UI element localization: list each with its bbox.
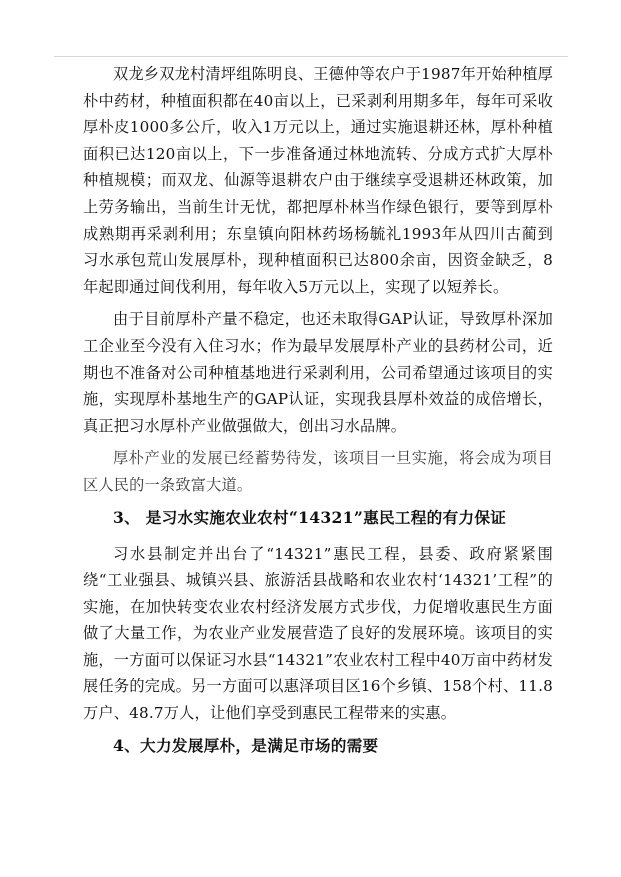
document-body — [83, 61, 553, 769]
section-heading-4: 4、大力发展厚朴，是满足市场的需要 — [113, 735, 379, 755]
paragraph-14321-project: 习水县制定并出台了“14321”惠民工程，县委、政府紧紧围绕“工业强县、城镇兴县、旅游活县战略和农业农村‘14321’工程”的实施，在加快转变农业农村经济发展方式步伐，力促增收惠民生方面做了大量工作，为农业产业发展营造了良好的发展环境。该项目的实施，一方面可以保证习水县“14321”农业农村工程中40万亩中药材发展任务的完成。另一方面可以惠泽项目区16个乡镇、158个村、11.8万户、48.7万人，让他们享受到惠民工程带来的实惠。 — [83, 544, 553, 723]
header-rule — [54, 56, 568, 57]
paragraph-gap-certification: 由于目前厚朴产量不稳定，也还未取得GAP认证，导致厚朴深加工企业至今没有入住习水；作为最早发展厚朴产业的县药材公司，近期也不准备对公司种植基地进行采剥利用，公司希望通过该项目的实施，实现厚朴基地生产的GAP认证，实现我县厚朴效益的成倍增长，真正把习水厚朴产业做强做大，创出习水品牌。 — [83, 310, 553, 435]
paragraph-farmers-case: 双龙乡双龙村清坪组陈明良、王德仲等农户于1987年开始种植厚朴中药材，种植面积都在40亩以上，已采剥利用期多年，每年可采收厚朴皮1000多公斤，收入1万元以上，通过实施退耕还林，厚朴种植面积已达120亩以上，下一步准备通过林地流转、分成方式扩大厚朴种植规模；而双龙、仙源等退耕农户由于继续享受退耕还林政策，加上劳务输出，当前生计无忧，都把厚朴林当作绿色银行，要等到厚朴成熟期再采剥利用；东皇镇向阳林药场杨毓礼1993年从四川古蔺到习水承包荒山发展厚朴，现种植面积已达800余亩，因资金缺乏，8年起即通过间伐利用，每年收入5万元以上，实现了以短养长。 — [83, 65, 553, 296]
paragraph-prosperity-road: 厚朴产业的发展已经蓄势待发，该项目一旦实施，将会成为项目区人民的一条致富大道。 — [83, 449, 553, 494]
section-heading-3: 3、 是习水实施农业农村“14321”惠民工程的有力保证 — [113, 507, 507, 527]
